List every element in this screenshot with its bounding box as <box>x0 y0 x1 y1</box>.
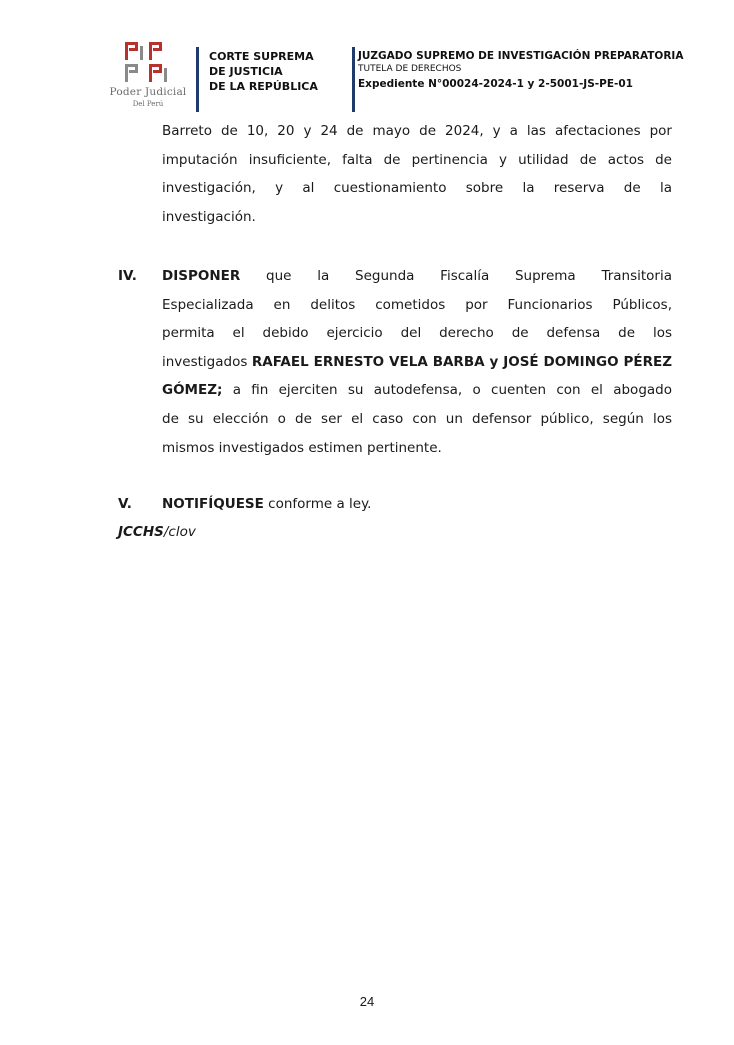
signature-suffix: /clov <box>163 524 196 540</box>
dispose-keyword: DISPONER <box>162 268 241 284</box>
paragraph-line: Especializada en delitos cometidos por Funcionarios Públicos, <box>162 296 672 313</box>
paragraph-line: investigación. <box>162 208 256 225</box>
item-v-paragraph <box>162 490 672 519</box>
court-name: JUZGADO SUPREMO DE INVESTIGACIÓN PREPARATORIA <box>358 50 684 62</box>
paragraph-text: investigados <box>162 353 252 370</box>
paragraph-line: permita el debido ejercicio del derecho de defensa de los <box>162 325 672 342</box>
paragraph-line <box>162 376 672 405</box>
case-number: Expediente N°00024-2024-1 y 2-5001-JS-PE-01 <box>358 78 633 90</box>
page-number: 24 <box>359 994 375 1009</box>
paragraph-line <box>162 348 672 377</box>
paragraph-line: mismos investigados estimen pertinente. <box>162 439 442 456</box>
paragraph-line: investigación, y al cuestionamiento sobre la reserva de la <box>162 180 672 197</box>
court-title <box>209 49 318 94</box>
signature-bold: JCCHS <box>118 524 164 540</box>
case-info <box>358 49 683 92</box>
investigated-surname: GÓMEZ; <box>162 382 223 399</box>
paragraph-text: conforme a ley. <box>263 496 372 512</box>
logo-subtitle: Del Perú <box>132 100 164 108</box>
item-number-v: V. <box>118 496 132 512</box>
item-iv-paragraph <box>162 262 672 462</box>
header-divider-right <box>352 47 355 112</box>
paragraph-line: imputación insuficiente, falta de pertinencia y utilidad de actos de <box>162 151 672 168</box>
court-line-3: DE LA REPÚBLICA <box>209 80 318 93</box>
paragraph-line: Barreto de 10, 20 y 24 de mayo de 2024, y a las afectaciones por <box>162 123 672 139</box>
court-line-1: CORTE SUPREMA <box>209 50 314 63</box>
poder-judicial-logo <box>104 42 192 112</box>
court-line-2: DE JUSTICIA <box>209 65 283 78</box>
notify-keyword: NOTIFÍQUESE <box>162 496 264 512</box>
logo-emblem-icon <box>125 42 171 84</box>
continuation-paragraph <box>162 117 672 231</box>
paragraph-text: a fin ejerciten su autodefensa, o cuenten con el abogado <box>222 382 672 399</box>
item-number-iv: IV. <box>118 268 137 284</box>
investigated-names: RAFAEL ERNESTO VELA BARBA y JOSÉ DOMINGO PÉREZ <box>251 353 672 370</box>
signature-initials <box>118 518 196 547</box>
case-type: TUTELA DE DERECHOS <box>358 64 462 74</box>
paragraph-line <box>162 262 672 291</box>
paragraph-text: que la Segunda Fiscalía Suprema Transitoria <box>240 268 672 284</box>
paragraph-line: de su elección o de ser el caso con un defensor público, según los <box>162 410 672 427</box>
logo-name: Poder Judicial <box>109 86 187 98</box>
paragraph-line <box>162 490 672 519</box>
header-divider-left <box>196 47 199 112</box>
